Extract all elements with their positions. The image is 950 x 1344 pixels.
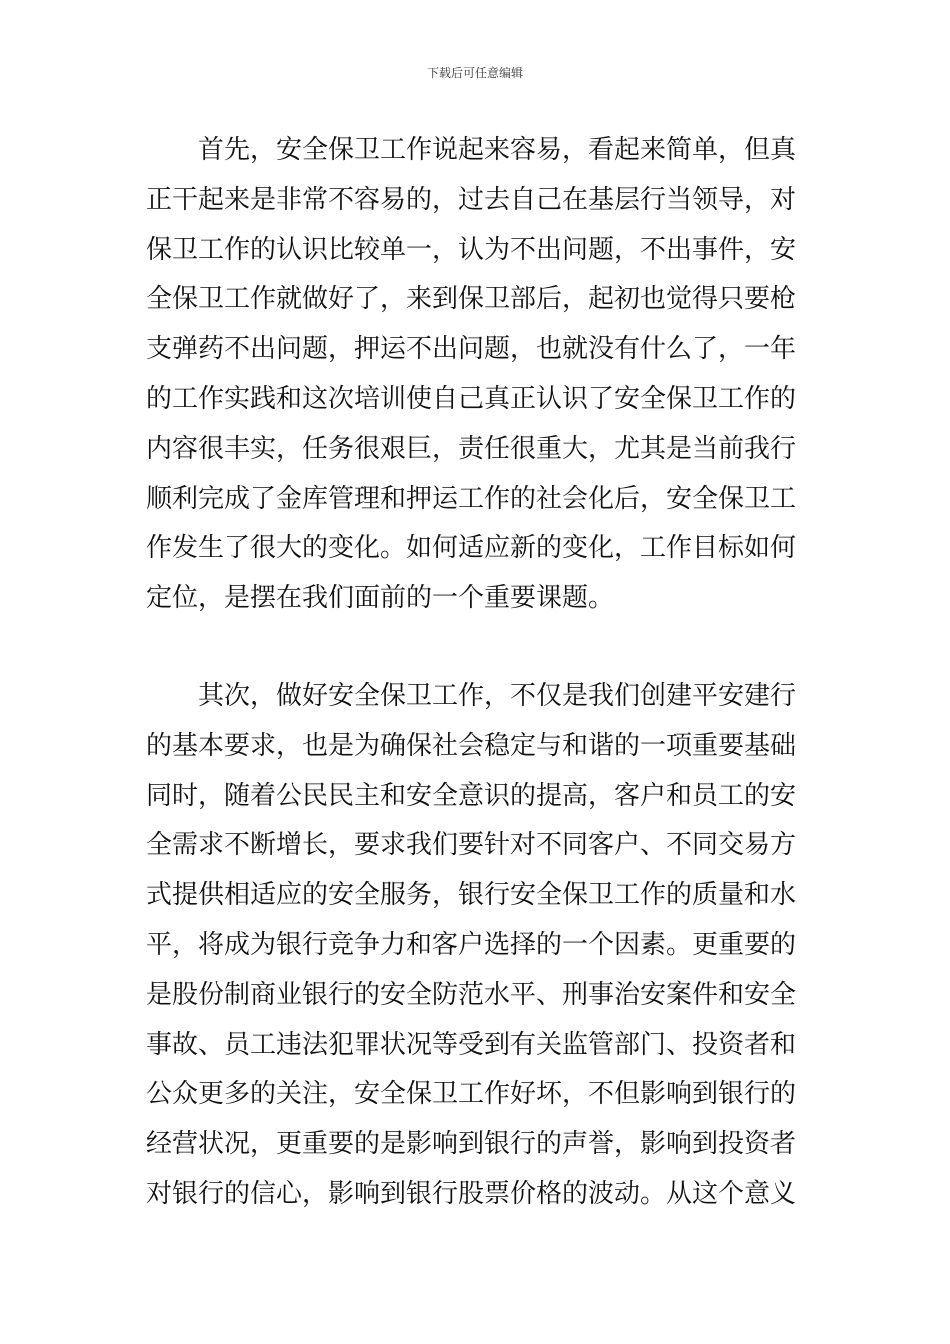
paragraph-line: 同时，随着公民民主和安全意识的提高，客户和员工的安: [146, 780, 797, 811]
paragraph-line: 全需求不断增长，要求我们要针对不同客户、不同交易方: [146, 830, 797, 861]
paragraph-line: 平，将成为银行竞争力和客户选择的一个因素。更重要的: [146, 929, 797, 960]
paragraph-line: 作发生了很大的变化。如何适应新的变化，工作目标如何: [146, 533, 797, 564]
paragraph-line: 定位，是摆在我们面前的一个重要课题。: [146, 583, 615, 614]
paragraph-2: [146, 672, 806, 1220]
paragraph-line: 式提供相适应的安全服务，银行安全保卫工作的质量和水: [146, 880, 797, 911]
paragraph-line: 是股份制商业银行的安全防范水平、刑事治安案件和安全: [146, 979, 797, 1010]
paragraph-line: 正干起来是非常不容易的，过去自己在基层行当领导，对: [146, 184, 797, 215]
paragraph-line: 事故、员工违法犯罪状况等受到有关监管部门、投资者和: [146, 1029, 797, 1060]
paragraph-line: 内容很丰实，任务很艰巨，责任很重大，尤其是当前我行: [146, 433, 797, 464]
page-header: 下载后可任意编辑: [426, 66, 523, 80]
paragraph-line: 支弹药不出问题，押运不出问题，也就没有什么了，一年: [146, 334, 797, 365]
paragraph-line: 保卫工作的认识比较单一，认为不出问题，不出事件，安: [146, 234, 797, 265]
paragraph-line: 首先，安全保卫工作说起来容易，看起来简单，但真: [198, 135, 797, 165]
paragraph-1: [146, 126, 806, 624]
paragraph-line: 的工作实践和这次培训使自己真正认识了安全保卫工作的: [146, 383, 797, 414]
paragraph-line: 经营状况，更重要的是影响到银行的声誉，影响到投资者: [146, 1129, 797, 1160]
paragraph-line: 的基本要求，也是为确保社会稳定与和谐的一项重要基础: [146, 730, 797, 761]
paragraph-line: 全保卫工作就做好了，来到保卫部后，起初也觉得只要枪: [146, 284, 797, 315]
paragraph-line: 其次，做好安全保卫工作，不仅是我们创建平安建行: [198, 681, 797, 711]
paragraph-line: 公众更多的关注，安全保卫工作好坏，不但影响到银行的: [146, 1079, 797, 1110]
paragraph-line: 对银行的信心，影响到银行股票价格的波动。从这个意义: [146, 1178, 797, 1209]
paragraph-line: 顺利完成了金库管理和押运工作的社会化后，安全保卫工: [146, 483, 797, 514]
